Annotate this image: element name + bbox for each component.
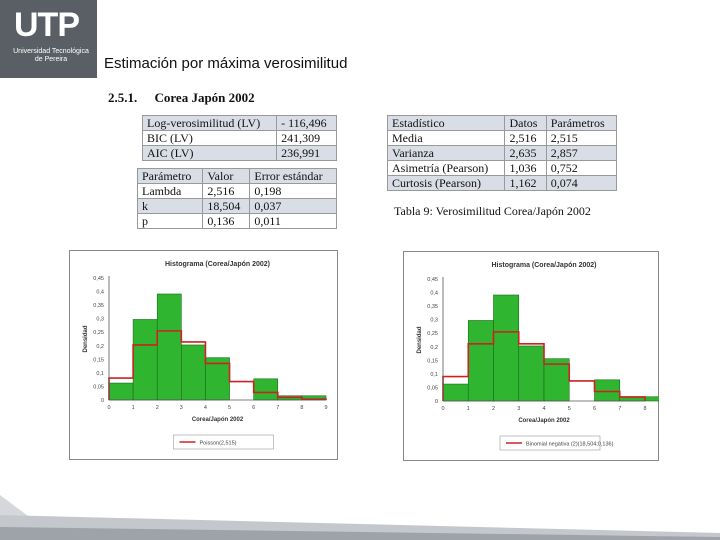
y-tick-label: 0,45	[427, 277, 438, 283]
y-tick-label: 0,45	[93, 276, 104, 282]
y-tick-label: 0,2	[96, 343, 104, 350]
table-cell: 0,074	[546, 176, 616, 191]
table-cell: 0,136	[203, 214, 250, 229]
x-tick-label: 3	[179, 405, 183, 411]
table-row	[388, 146, 617, 161]
table-cell: Asimetría (Pearson)	[388, 161, 505, 176]
y-tick-label: 0,25	[93, 330, 104, 337]
y-tick-label: 0,4	[430, 290, 438, 297]
table-row	[143, 116, 337, 131]
y-axis-label: Densidad	[83, 325, 89, 353]
table-cell: 0,198	[250, 184, 337, 199]
table-header-row	[138, 169, 337, 184]
table-cell: Varianza	[388, 146, 505, 161]
y-tick-label: 0,15	[93, 357, 104, 364]
x-tick-label: 0	[107, 405, 111, 411]
histogram-bar	[519, 346, 544, 401]
x-tick-label: 1	[466, 406, 470, 412]
histogram-bar	[468, 320, 493, 401]
y-tick-label: 0,35	[427, 304, 438, 311]
table-header-cell: Error estándar	[250, 169, 337, 184]
logo-subtitle	[11, 48, 91, 64]
chart-title: Histograma (Corea/Japón 2002)	[491, 262, 597, 269]
table-cell: 0,752	[546, 161, 616, 176]
table-row	[388, 161, 617, 176]
stats-table	[387, 115, 617, 191]
histogram-bar	[181, 345, 205, 400]
table-cell: 2,857	[546, 146, 616, 161]
section-title: Corea Japón 2002	[154, 90, 255, 105]
histogram-chart-negative-binomial	[403, 251, 659, 461]
fit-table	[142, 115, 337, 161]
x-tick-label: 9	[324, 405, 328, 411]
logo-subtitle-line-2: de Pereira	[34, 56, 68, 63]
histogram-bar	[157, 294, 181, 400]
table-row	[138, 214, 337, 229]
legend-entry: Binomial negativa (2)(18,504;0,136)	[526, 441, 614, 448]
histogram-bar	[133, 319, 157, 400]
table-row	[138, 199, 337, 214]
x-tick-label: 0	[441, 406, 445, 412]
x-tick-label: 4	[203, 405, 207, 411]
table-header-cell: Estadístico	[388, 116, 505, 131]
table-cell: 0,011	[250, 214, 337, 229]
table-cell: 2,516	[505, 131, 546, 146]
x-tick-label: 7	[618, 406, 622, 412]
histogram-bar	[595, 380, 620, 401]
table-cell: - 116,496	[277, 116, 337, 131]
y-tick-label: 0,3	[430, 317, 438, 324]
chart-title: Histograma (Corea/Japón 2002)	[164, 261, 271, 268]
y-tick-label: 0,15	[427, 358, 438, 365]
y-tick-label: 0	[434, 399, 438, 405]
table-cell: BIC (LV)	[143, 131, 277, 146]
y-tick-label: 0,05	[93, 384, 104, 391]
table-header-cell: Parámetros	[546, 116, 616, 131]
x-tick-label: 5	[567, 406, 571, 412]
y-tick-label: 0,05	[427, 385, 438, 392]
x-tick-label: 8	[643, 406, 647, 412]
logo-subtitle-line-1: Universidad Tecnológica	[13, 48, 89, 55]
table-cell: 2,635	[505, 146, 546, 161]
table-cell: Lambda	[138, 184, 203, 199]
section-heading	[108, 90, 255, 106]
x-tick-label: 4	[542, 406, 546, 412]
table-cell: 241,309	[277, 131, 337, 146]
table-row	[138, 184, 337, 199]
table-cell: 0,037	[250, 199, 337, 214]
y-tick-label: 0,1	[96, 370, 104, 377]
y-tick-label: 0	[100, 398, 104, 404]
histogram-chart-poisson	[69, 250, 338, 460]
table-header-cell: Datos	[505, 116, 546, 131]
table-cell: Log-verosimilitud (LV)	[143, 116, 277, 131]
legend-entry: Poisson(2,515)	[199, 440, 237, 447]
x-tick-label: 2	[491, 406, 496, 412]
slide-title: Estimación por máxima verosimilitud	[104, 55, 348, 72]
x-axis-label: Corea/Japón 2002	[191, 417, 244, 423]
table-cell: 18,504	[203, 199, 250, 214]
table-row	[388, 176, 617, 191]
table-header-row	[388, 116, 617, 131]
y-tick-label: 0,1	[430, 371, 438, 378]
table-cell: 236,991	[277, 146, 337, 161]
histogram-bar	[494, 295, 519, 401]
table-cell: 1,036	[505, 161, 546, 176]
table-cell: k	[138, 199, 203, 214]
table-caption: Tabla 9: Verosimilitud Corea/Japón 2002	[394, 204, 591, 218]
table-cell: Curtosis (Pearson)	[388, 176, 505, 191]
table-cell: Media	[388, 131, 505, 146]
x-axis-label: Corea/Japón 2002	[518, 418, 570, 424]
y-tick-label: 0,35	[93, 303, 104, 310]
table-row	[143, 146, 337, 161]
table-cell: AIC (LV)	[143, 146, 277, 161]
histogram-bar	[645, 397, 659, 401]
histogram-bar	[254, 379, 278, 400]
table-cell: p	[138, 214, 203, 229]
table-row	[143, 131, 337, 146]
histogram-bar	[109, 383, 133, 400]
x-tick-label: 1	[131, 405, 135, 411]
section-number: 2.5.1.	[108, 90, 138, 105]
x-tick-label: 6	[252, 405, 256, 411]
x-tick-label: 7	[276, 405, 280, 411]
param-table	[137, 168, 337, 229]
x-tick-label: 8	[300, 405, 304, 411]
table-row	[388, 131, 617, 146]
table-header-cell: Parámetro	[138, 169, 203, 184]
table-header-cell: Valor	[203, 169, 250, 184]
x-tick-label: 2	[155, 405, 159, 411]
y-tick-label: 0,3	[96, 316, 104, 323]
table-cell: 1,162	[505, 176, 546, 191]
histogram-bar	[443, 384, 468, 401]
utp-logo	[0, 0, 97, 78]
footer-decoration	[0, 495, 720, 540]
logo-mark: UTP	[14, 6, 79, 44]
table-cell: 2,516	[203, 184, 250, 199]
y-tick-label: 0,4	[96, 289, 104, 296]
y-axis-label: Densidad	[417, 326, 423, 354]
x-tick-label: 3	[517, 406, 521, 412]
histogram-bar	[544, 359, 569, 401]
x-tick-label: 6	[592, 406, 597, 412]
y-tick-label: 0,25	[427, 331, 438, 338]
x-tick-label: 5	[228, 405, 232, 411]
y-tick-label: 0,2	[430, 344, 438, 351]
table-cell: 2,515	[546, 131, 616, 146]
